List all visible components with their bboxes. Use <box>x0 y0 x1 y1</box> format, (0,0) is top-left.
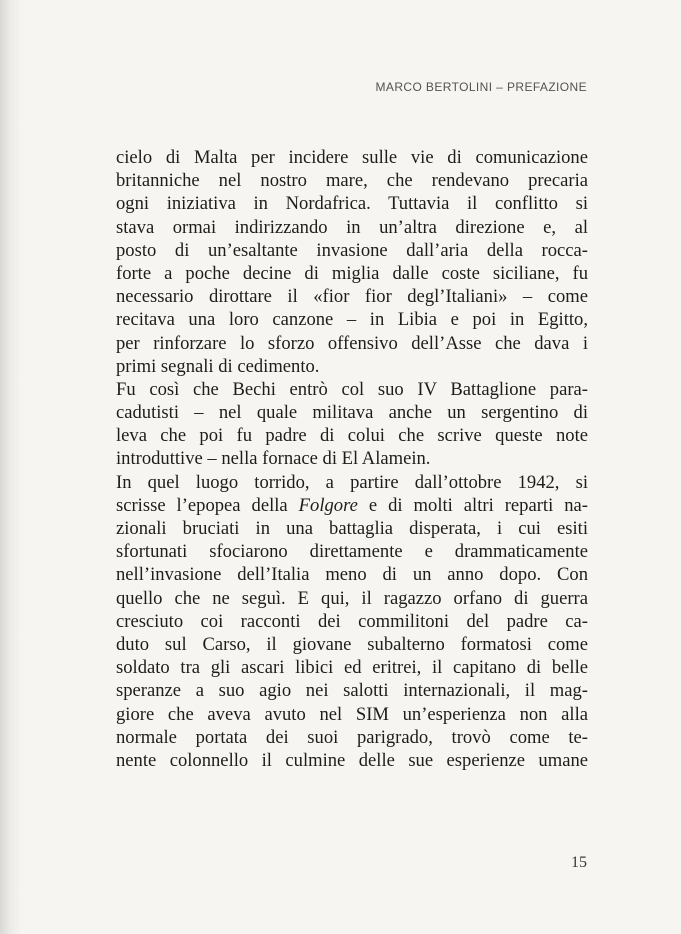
text-line: normale portata dei suoi parigrado, trovò come te- <box>116 726 588 748</box>
text-line: primi segnali di cedimento. <box>116 355 320 377</box>
text-line: giore che aveva avuto nel SIM un’esperienza non alla <box>116 703 588 725</box>
italic-title: Folgore <box>298 494 358 516</box>
text-line-segment: scrisse l’epopea della <box>116 494 299 516</box>
body-text <box>116 146 588 772</box>
page-number: 15 <box>571 854 587 871</box>
page-gutter-shadow <box>0 0 22 934</box>
text-line: duto sul Carso, il giovane subalterno formatosi come <box>116 633 588 655</box>
text-line: In quel luogo torrido, a partire dall’ottobre 1942, si <box>116 471 588 493</box>
text-line: cresciuto coi racconti dei commilitoni del padre ca- <box>116 610 588 632</box>
text-line: britanniche nel nostro mare, che rendevano precaria <box>116 170 588 192</box>
text-line: leva che poi fu padre di colui che scrive queste note <box>116 425 588 447</box>
text-line: cielo di Malta per incidere sulle vie di comunicazione <box>116 147 588 168</box>
text-line: forte a poche decine di miglia dalle coste siciliane, fu <box>116 262 588 284</box>
text-line-segment: e di molti altri reparti na- <box>357 494 588 516</box>
text-line: posto di un’esaltante invasione dall’aria della rocca- <box>116 239 588 261</box>
text-line <box>116 494 588 517</box>
text-line: nente colonnello il culmine delle sue esperienze umane <box>116 749 588 771</box>
text-line: per rinforzare lo sforzo offensivo dell’Asse che dava i <box>116 332 588 354</box>
text-line: sfortunati sfociarono direttamente e drammaticamente <box>116 541 588 563</box>
text-line: nell’invasione dell’Italia meno di un anno dopo. Con <box>116 564 588 586</box>
text-line: cadutisti – nel quale militava anche un sergentino di <box>116 402 588 424</box>
text-line: introduttive – nella fornace di El Alamein. <box>116 448 431 470</box>
text-line: recitava una loro canzone – in Libia e poi in Egitto, <box>116 309 588 331</box>
text-line: speranze a suo agio nei salotti internazionali, il mag- <box>116 680 588 702</box>
text-line: stava ormai indirizzando in un’altra direzione e, al <box>116 216 588 238</box>
text-line: necessario dirottare il «fior fior degl’Italiani» – come <box>116 286 588 308</box>
text-line: quello che ne seguì. E qui, il ragazzo orfano di guerra <box>116 587 588 609</box>
text-line: soldato tra gli ascari libici ed eritrei, il capitano di belle <box>116 657 588 679</box>
text-line: Fu così che Bechi entrò col suo IV Battaglione para- <box>116 378 588 400</box>
text-line: ogni iniziativa in Nordafrica. Tuttavia il conflitto si <box>116 193 588 215</box>
text-line: zionali bruciati in una battaglia disperata, i cui esiti <box>116 518 588 539</box>
running-head: MARCO BERTOLINI – PREFAZIONE <box>375 80 587 94</box>
